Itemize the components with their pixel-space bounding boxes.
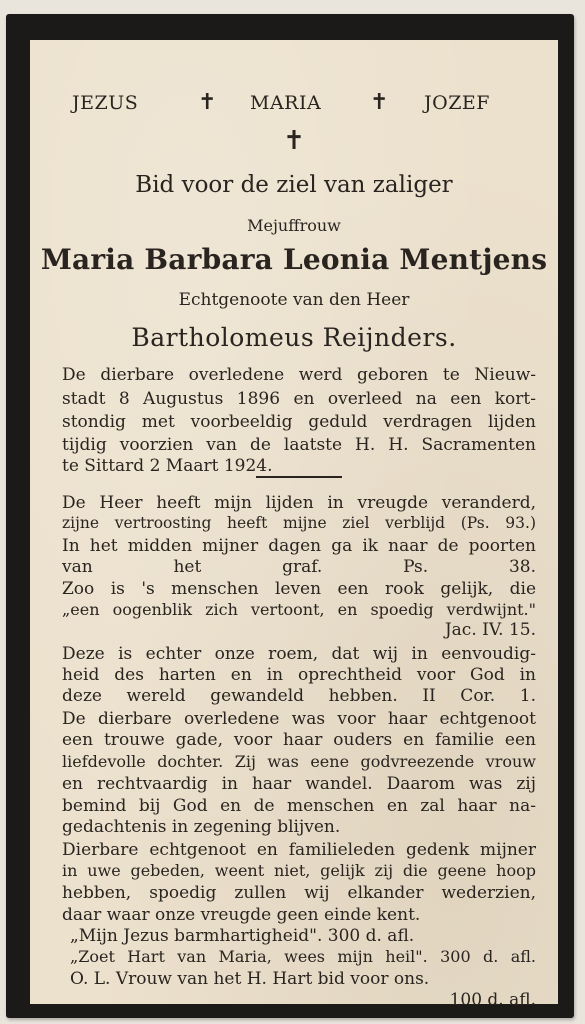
bio-line: De dierbare overledene werd geboren te Nieuw- [62, 365, 536, 385]
cross-icon: ✝ [370, 90, 389, 115]
text-line: heid des harten en in oprechtheid voor God in [62, 665, 536, 685]
text-line: De Heer heeft mijn lijden in vreugde veranderd, [62, 493, 536, 513]
text-line: hebben, spoedig zullen wij elkander wederzien, [62, 883, 536, 903]
text-line: en rechtvaardig in haar wandel. Daarom was zij [62, 774, 536, 794]
text-line: liefdevolle dochter. Zij was eene godvreezende vrouw [62, 752, 536, 771]
bio-line: te Sittard 2 Maart 1924. [62, 456, 273, 476]
text-line: Deze is echter onze roem, dat wij in eenvoudig- [62, 644, 536, 664]
holy-name-jezus: JEZUS [72, 92, 139, 114]
text-line: In het midden mijner dagen ga ik naar de poorten [62, 536, 536, 556]
memorial-card [6, 14, 574, 1018]
text-line: deze wereld gewandeld hebben. II Cor. 1. [62, 686, 536, 706]
text-line: daar waar onze vreugde geen einde kent. [62, 905, 421, 925]
cross-icon: ✝ [198, 90, 217, 115]
citation-line: Jac. IV. 15. [444, 620, 536, 640]
holy-name-maria: MARIA [250, 92, 322, 114]
text-line: in uwe gebeden, weent niet, gelijk zij die geene hoop [62, 861, 536, 880]
spouse-name: Bartholomeus Reijnders. [131, 323, 457, 352]
text-line: zijne vertroosting heeft mijne ziel verblijd (Ps. 93.) [62, 514, 536, 532]
intro-text: Bid voor de ziel van zaliger [135, 172, 453, 198]
card-paper [30, 40, 558, 1010]
text-line: gedachtenis in zegening blijven. [62, 817, 341, 837]
text-line: „een oogenblik zich vertoont, en spoedig verdwijnt." [62, 600, 536, 619]
holy-name-jozef: JOZEF [424, 92, 490, 114]
bio-line: stondig met voorbeeldig geduld verdragen lijden [62, 412, 536, 432]
deceased-name: Maria Barbara Leonia Mentjens [40, 243, 548, 276]
text-line: Dierbare echtgenoot en familieleden gedenk mijner [62, 840, 536, 860]
title-text: Mejuffrouw [247, 216, 341, 235]
text-line: bemind bij God en de menschen en zal haar na- [62, 796, 536, 816]
bio-line: stadt 8 Augustus 1896 en overleed na een kort- [62, 389, 536, 409]
indulgence-line: „Mijn Jezus barmhartigheid". 300 d. afl. [70, 926, 415, 946]
text-line: De dierbare overledene was voor haar echtgenoot [62, 709, 536, 729]
indulgence-line: „Zoet Hart van Maria, wees mijn heil". 300 d. afl. [70, 947, 536, 966]
bio-line: tijdig voorzien van de laatste H. H. Sacramenten [62, 435, 536, 455]
center-cross-icon: ✝ [283, 126, 305, 156]
indulgence-amount: 100 d. afl. [449, 990, 536, 1010]
divider [256, 476, 342, 478]
text-line: een trouwe gade, voor haar ouders en familie een [62, 730, 536, 750]
indulgence-line: O. L. Vrouw van het H. Hart bid voor ons. [70, 969, 430, 989]
spouse-intro: Echtgenoote van den Heer [178, 290, 410, 310]
text-line: van het graf. Ps. 38. [62, 557, 536, 577]
text-line: Zoo is 's menschen leven een rook gelijk, die [62, 579, 536, 599]
